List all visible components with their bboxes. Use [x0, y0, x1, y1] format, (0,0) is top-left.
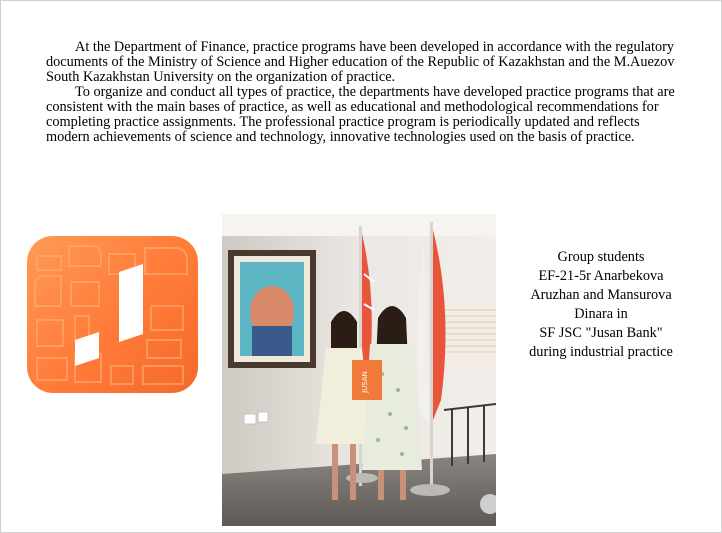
students-photo — [222, 214, 496, 526]
logo-pattern — [27, 236, 198, 393]
caption-line: SF JSC "Jusan Bank" — [539, 325, 663, 341]
folder-label: JUSAN — [361, 371, 369, 393]
caption-line: EF-21-5r Anarbekova — [538, 268, 664, 284]
paragraph-1: At the Department of Finance, practice programs have been developed in accordance with the regulatory documents of the Ministry of Science and Higher education of the Republic of Kazakhstan and the M.Auezov South Kazakhstan University on the organization of practice. — [46, 39, 675, 85]
caption-line: Dinara in — [574, 306, 628, 322]
photo-caption — [508, 248, 694, 362]
jusan-bank-logo-icon — [27, 236, 198, 393]
caption-line: during industrial practice — [529, 344, 673, 360]
document-text — [46, 40, 686, 145]
caption-line: Aruzhan and Mansurova — [530, 287, 672, 303]
photo-scene — [222, 214, 496, 526]
caption-line: Group students — [557, 249, 645, 265]
paragraph-2: To organize and conduct all types of practice, the departments have developed practice programs that are consistent with the main bases of practice, as well as educational and methodological recommendations for completing practice assignments. The professional practice program is periodically updated and reflects modern achievements of science and technology, innovative technologies used on the basis of practice. — [46, 84, 675, 145]
